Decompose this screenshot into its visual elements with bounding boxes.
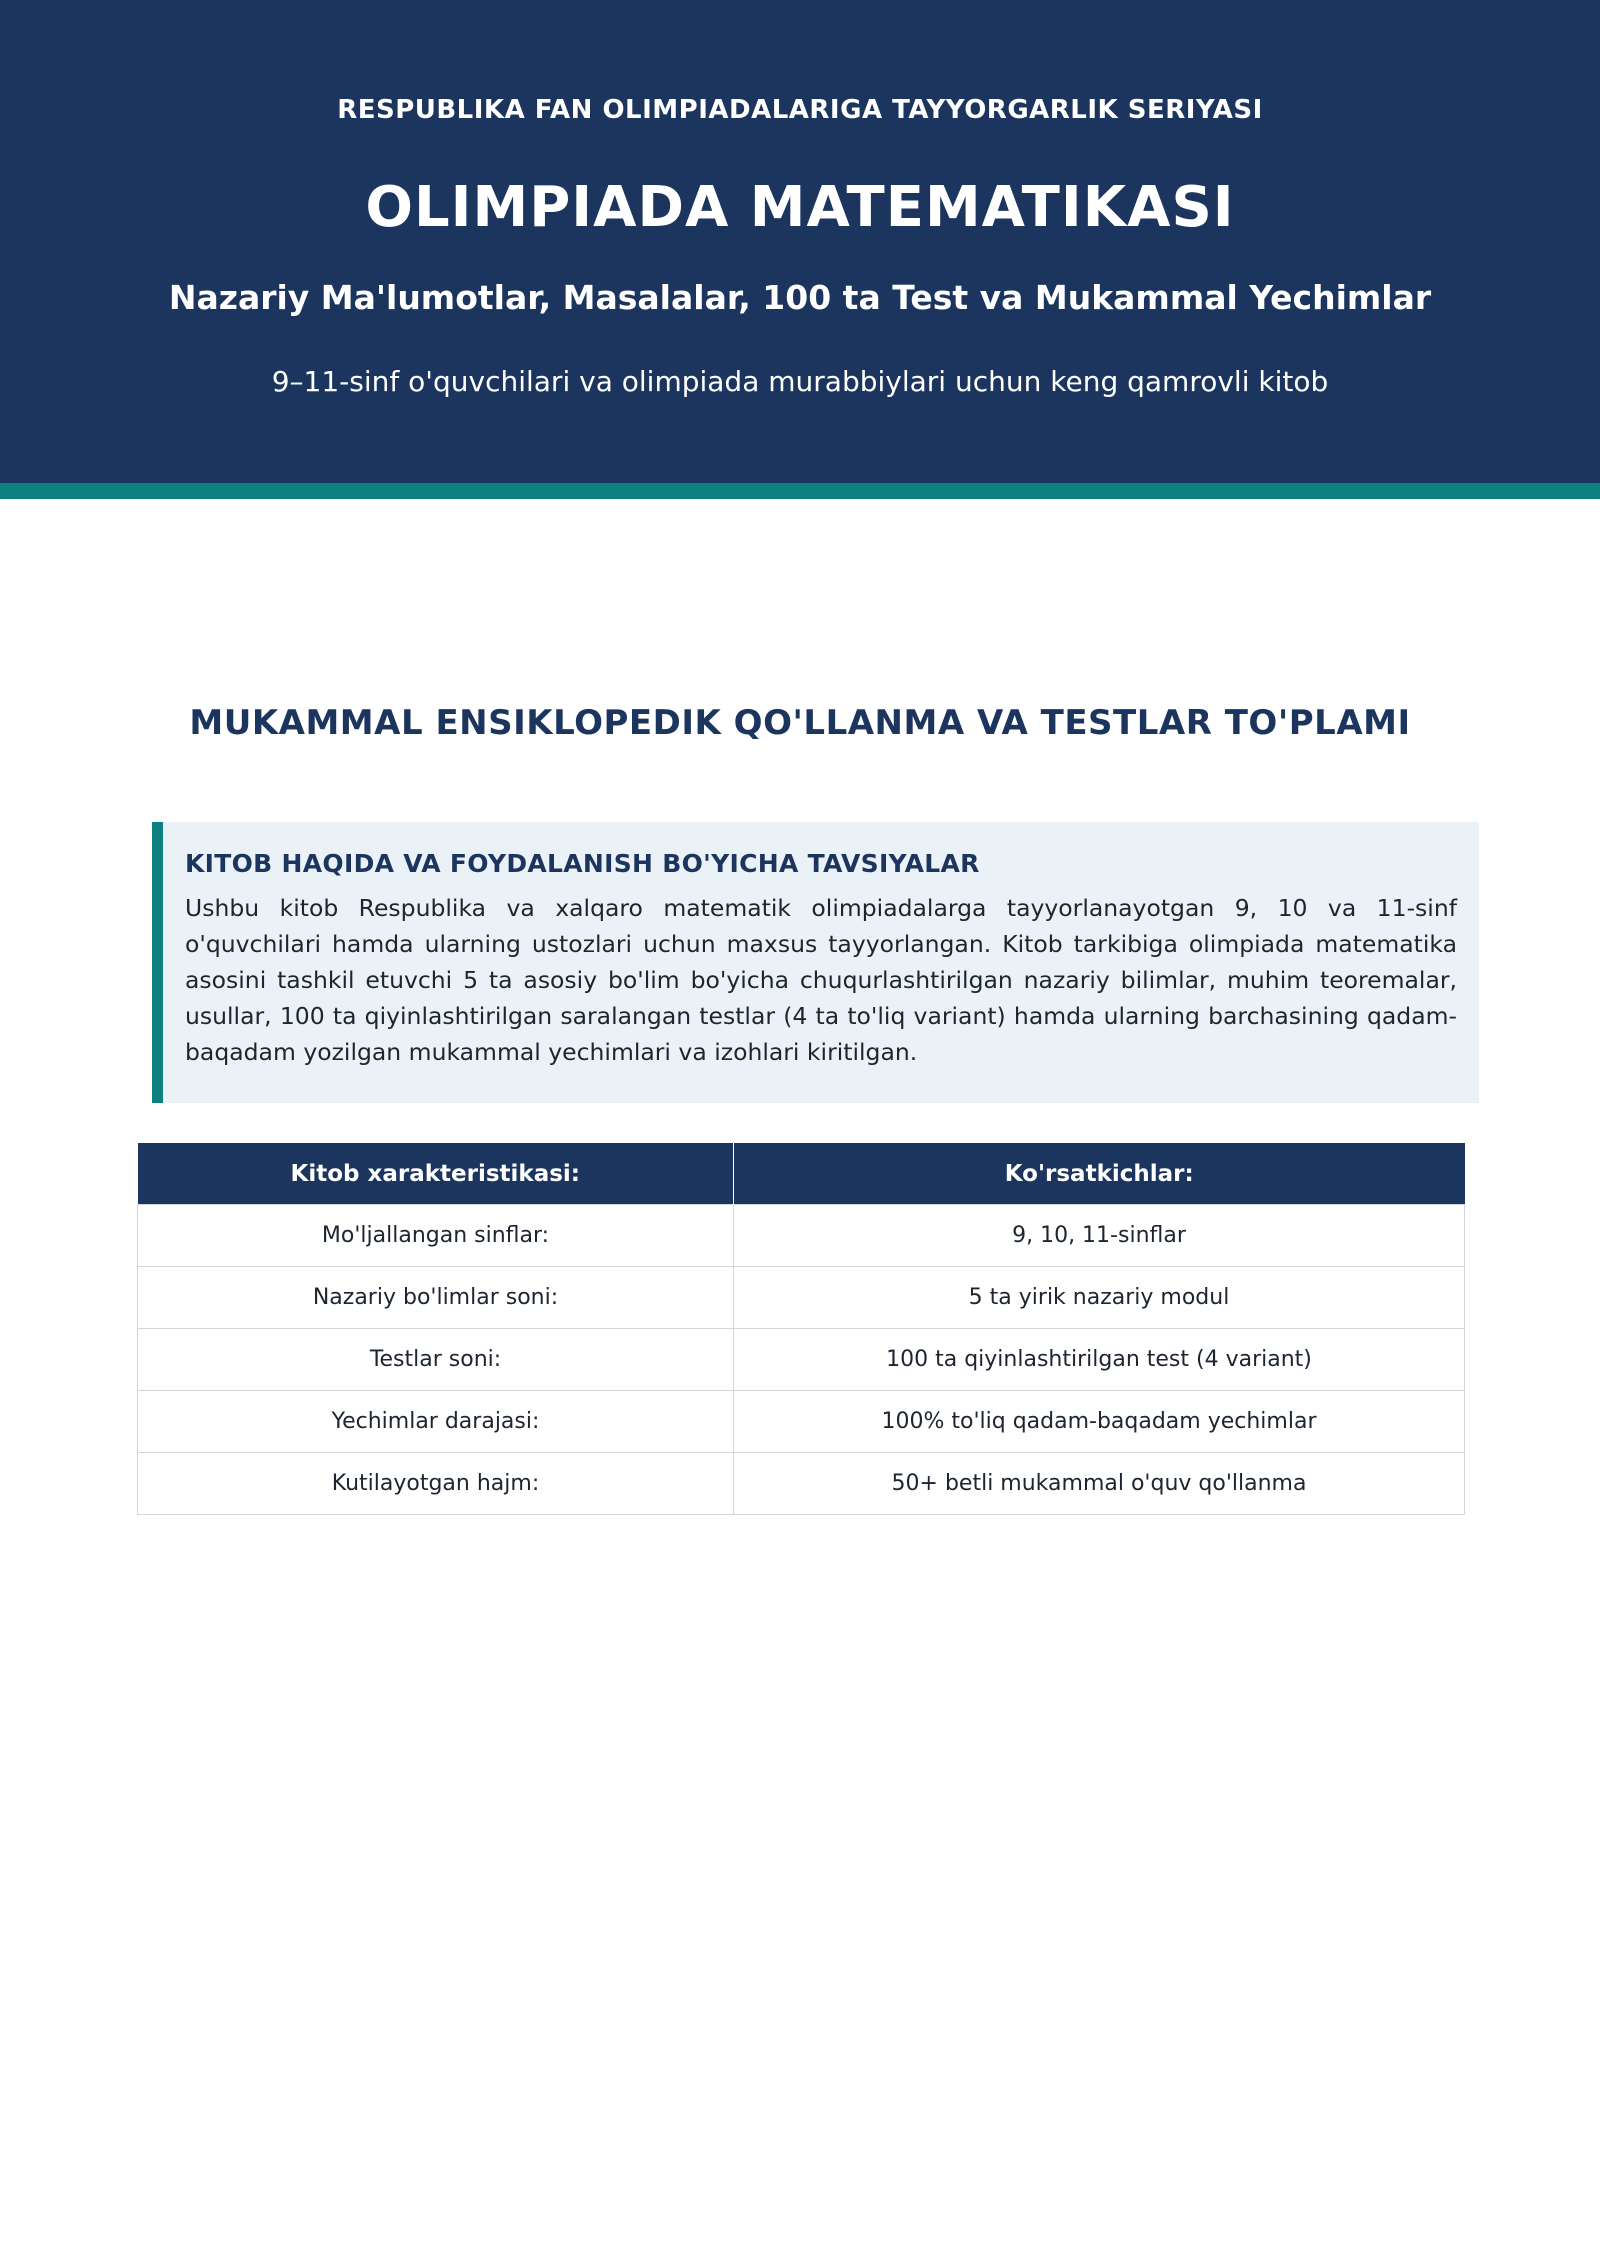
section-heading: MUKAMMAL ENSIKLOPEDIK QO'LLANMA VA TESTLAR TO'PLAMI xyxy=(189,703,1411,743)
series-label: RESPUBLIKA FAN OLIMPIADALARIGA TAYYORGARLIK SERIYASI xyxy=(337,95,1263,125)
about-book-text: Ushbu kitob Respublika va xalqaro matematik olimpiadalarga tayyorlanayotgan 9, 10 va 11-sinf o'quvchilari hamda ularning ustozlari uchun maxsus tayyorlangan. Kitob tarkibiga olimpiada matematika asosini tashkil etuvchi 5 ta asosiy bo'lim bo'yicha chuqurlashtirilgan nazariy bilimlar, muhim teoremalar, usullar, 100 ta qiyinlashtirilgan saralangan testlar (4 ta to'liq variant) hamda ularning barchasining qadam-baqadam yozilgan mukammal yechimlari va izohlari kiritilgan. xyxy=(185,894,1457,1066)
about-book-box xyxy=(152,822,1479,1103)
row-label: Nazariy bo'limlar soni: xyxy=(138,1267,734,1329)
header-characteristic: Kitob xarakteristikasi: xyxy=(138,1143,734,1205)
row-value: 100 ta qiyinlashtirilgan test (4 variant) xyxy=(734,1329,1465,1391)
row-value: 100% to'liq qadam-baqadam yechimlar xyxy=(734,1391,1465,1453)
about-book-title: KITOB HAQIDA VA FOYDALANISH BO'YICHA TAVSIYALAR xyxy=(185,849,980,878)
row-value: 5 ta yirik nazariy modul xyxy=(734,1267,1465,1329)
table-row xyxy=(138,1267,1465,1329)
row-label: Mo'ljallangan sinflar: xyxy=(138,1205,734,1267)
book-title: OLIMPIADA MATEMATIKASI xyxy=(365,175,1235,240)
book-specs-table xyxy=(137,1143,1465,1515)
row-value: 9, 10, 11-sinflar xyxy=(734,1205,1465,1267)
row-label: Testlar soni: xyxy=(138,1329,734,1391)
banner-accent-stripe xyxy=(0,483,1600,499)
header-indicator: Ko'rsatkichlar: xyxy=(734,1143,1465,1205)
table-header-row xyxy=(138,1143,1465,1205)
audience-line: 9–11-sinf o'quvchilari va olimpiada murabbiylari uchun keng qamrovli kitob xyxy=(271,365,1329,398)
table-row xyxy=(138,1329,1465,1391)
table-row xyxy=(138,1205,1465,1267)
cover-banner xyxy=(0,0,1600,483)
row-label: Yechimlar darajasi: xyxy=(138,1391,734,1453)
table-row xyxy=(138,1391,1465,1453)
book-subtitle: Nazariy Ma'lumotlar, Masalalar, 100 ta Test va Mukammal Yechimlar xyxy=(168,278,1432,317)
row-value: 50+ betli mukammal o'quv qo'llanma xyxy=(734,1453,1465,1515)
table-row xyxy=(138,1453,1465,1515)
row-label: Kutilayotgan hajm: xyxy=(138,1453,734,1515)
